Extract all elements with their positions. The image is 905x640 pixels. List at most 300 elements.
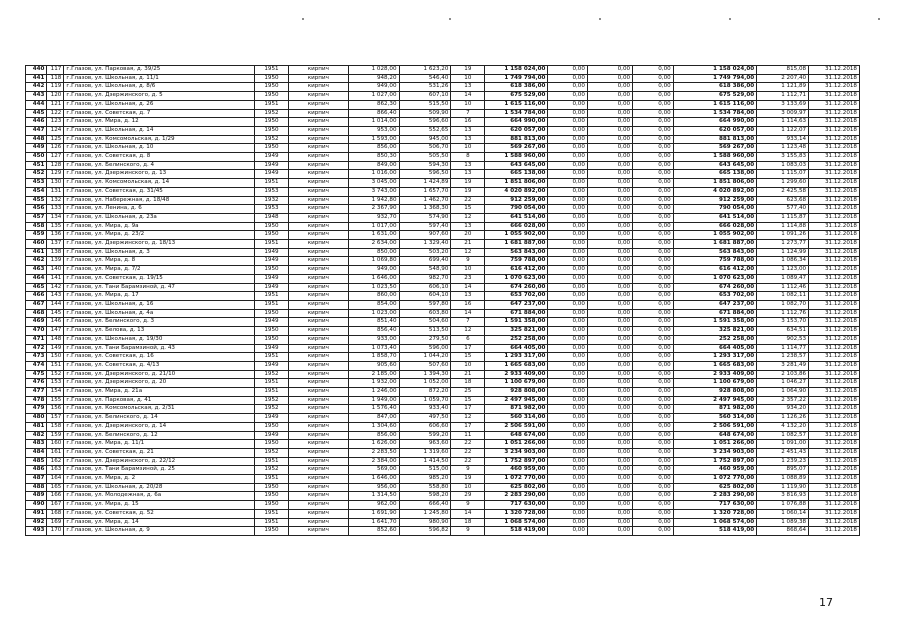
initial-cost-cell: 460 959,00 <box>485 466 548 475</box>
residents-cell: 10 <box>451 144 485 153</box>
initial-cost-cell: 616 412,00 <box>485 266 548 275</box>
object-id-cell: 167 <box>47 501 64 510</box>
total-area-cell: 1 631,00 <box>348 231 399 240</box>
year-built-cell: 1952 <box>255 466 289 475</box>
residents-cell: 20 <box>451 231 485 240</box>
object-id-cell: 146 <box>47 318 64 327</box>
value-b-cell: 0,00 <box>587 440 632 449</box>
residents-cell: 9 <box>451 527 485 536</box>
value-c-cell: 0,00 <box>633 196 674 205</box>
row-number-cell: 451 <box>26 161 47 170</box>
record-date-cell: 31.12.2018 <box>809 118 860 127</box>
row-number-cell: 446 <box>26 118 47 127</box>
residents-cell: 7 <box>451 109 485 118</box>
total-area-cell: 1 641,70 <box>348 518 399 527</box>
year-built-cell: 1949 <box>255 161 289 170</box>
year-built-cell: 1951 <box>255 66 289 75</box>
value-a-cell: 0,00 <box>548 422 587 431</box>
value-b-cell: 0,00 <box>587 448 632 457</box>
address-cell: г.Глазов, ул. Комсомольская, д. 1/29 <box>64 135 255 144</box>
initial-cost-cell: 4 020 892,00 <box>485 187 548 196</box>
residents-cell: 13 <box>451 161 485 170</box>
residents-cell: 16 <box>451 300 485 309</box>
value-b-cell: 0,00 <box>587 213 632 222</box>
residents-cell: 16 <box>451 118 485 127</box>
table-row <box>26 205 860 214</box>
value-c-cell: 0,00 <box>633 109 674 118</box>
address-cell: г.Глазов, ул. Ленина, д. 6 <box>64 205 255 214</box>
residents-cell: 9 <box>451 501 485 510</box>
year-built-cell: 1950 <box>255 74 289 83</box>
value-c-cell: 0,00 <box>633 266 674 275</box>
residual-cost-cell: 1 681 887,00 <box>673 240 757 249</box>
year-built-cell: 1950 <box>255 118 289 127</box>
value-c-cell: 0,00 <box>633 144 674 153</box>
living-area-cell: 1 414,50 <box>399 457 451 466</box>
value-c-cell: 0,00 <box>633 100 674 109</box>
value-c-cell: 0,00 <box>633 126 674 135</box>
residual-cost-cell: 1 158 024,00 <box>673 66 757 75</box>
residents-cell: 8 <box>451 153 485 162</box>
value-a-cell: 0,00 <box>548 300 587 309</box>
record-date-cell: 31.12.2018 <box>809 92 860 101</box>
value-b-cell: 0,00 <box>587 74 632 83</box>
residual-cost-cell: 643 645,00 <box>673 161 757 170</box>
value-a-cell: 0,00 <box>548 179 587 188</box>
living-area-cell: 513,50 <box>399 327 451 336</box>
table-row <box>26 274 860 283</box>
value-a-cell: 0,00 <box>548 187 587 196</box>
value-c-cell: 0,00 <box>633 448 674 457</box>
row-number-cell: 474 <box>26 361 47 370</box>
wall-material-cell: кирпич <box>288 370 348 379</box>
value-a-cell: 0,00 <box>548 405 587 414</box>
row-number-cell: 472 <box>26 344 47 353</box>
row-number-cell: 478 <box>26 396 47 405</box>
cost-per-unit-cell: 577,40 <box>757 205 809 214</box>
wall-material-cell: кирпич <box>288 318 348 327</box>
cost-per-unit-cell: 934,20 <box>757 405 809 414</box>
total-area-cell: 866,40 <box>348 109 399 118</box>
cost-per-unit-cell: 2 207,40 <box>757 74 809 83</box>
total-area-cell: 1 016,00 <box>348 170 399 179</box>
table-row <box>26 222 860 231</box>
row-number-cell: 476 <box>26 379 47 388</box>
value-a-cell: 0,00 <box>548 509 587 518</box>
row-number-cell: 493 <box>26 527 47 536</box>
row-number-cell: 480 <box>26 414 47 423</box>
residual-cost-cell: 871 982,00 <box>673 405 757 414</box>
total-area-cell: 1 246,00 <box>348 388 399 397</box>
living-area-cell: 933,40 <box>399 405 451 414</box>
residents-cell: 12 <box>451 327 485 336</box>
object-id-cell: 141 <box>47 274 64 283</box>
residents-cell: 12 <box>451 213 485 222</box>
year-built-cell: 1949 <box>255 153 289 162</box>
object-id-cell: 155 <box>47 396 64 405</box>
residual-cost-cell: 1 591 358,00 <box>673 318 757 327</box>
value-b-cell: 0,00 <box>587 475 632 484</box>
total-area-cell: 1 626,00 <box>348 440 399 449</box>
initial-cost-cell: 1 072 770,00 <box>485 475 548 484</box>
residual-cost-cell: 2 933 409,00 <box>673 370 757 379</box>
initial-cost-cell: 665 138,00 <box>485 170 548 179</box>
initial-cost-cell: 647 237,00 <box>485 300 548 309</box>
living-area-cell: 507,60 <box>399 361 451 370</box>
residual-cost-cell: 641 514,00 <box>673 213 757 222</box>
residual-cost-cell: 653 702,00 <box>673 292 757 301</box>
record-date-cell: 31.12.2018 <box>809 475 860 484</box>
total-area-cell: 860,00 <box>348 292 399 301</box>
object-id-cell: 145 <box>47 309 64 318</box>
record-date-cell: 31.12.2018 <box>809 527 860 536</box>
initial-cost-cell: 3 234 903,00 <box>485 448 548 457</box>
address-cell: г.Глазов, ул. Школьная, д. 3 <box>64 248 255 257</box>
year-built-cell: 1949 <box>255 170 289 179</box>
table-row <box>26 309 860 318</box>
value-b-cell: 0,00 <box>587 414 632 423</box>
row-number-cell: 475 <box>26 370 47 379</box>
wall-material-cell: кирпич <box>288 205 348 214</box>
address-cell: г.Глазов, ул. Белинского, д. 4 <box>64 161 255 170</box>
wall-material-cell: кирпич <box>288 126 348 135</box>
wall-material-cell: кирпич <box>288 344 348 353</box>
living-area-cell: 607,10 <box>399 92 451 101</box>
row-number-cell: 465 <box>26 283 47 292</box>
wall-material-cell: кирпич <box>288 405 348 414</box>
object-id-cell: 162 <box>47 457 64 466</box>
record-date-cell: 31.12.2018 <box>809 379 860 388</box>
table-row <box>26 440 860 449</box>
wall-material-cell: кирпич <box>288 144 348 153</box>
year-built-cell: 1950 <box>255 83 289 92</box>
residual-cost-cell: 325 821,00 <box>673 327 757 336</box>
record-date-cell: 31.12.2018 <box>809 257 860 266</box>
value-b-cell: 0,00 <box>587 422 632 431</box>
year-built-cell: 1952 <box>255 396 289 405</box>
table-row <box>26 248 860 257</box>
residents-cell: 14 <box>451 92 485 101</box>
value-c-cell: 0,00 <box>633 527 674 536</box>
record-date-cell: 31.12.2018 <box>809 179 860 188</box>
total-area-cell: 854,00 <box>348 300 399 309</box>
initial-cost-cell: 790 054,00 <box>485 205 548 214</box>
cost-per-unit-cell: 868,64 <box>757 527 809 536</box>
residual-cost-cell: 2 506 591,00 <box>673 422 757 431</box>
value-b-cell: 0,00 <box>587 509 632 518</box>
address-cell: г.Глазов, ул. Дзержинского, д. 20 <box>64 379 255 388</box>
value-a-cell: 0,00 <box>548 353 587 362</box>
object-id-cell: 134 <box>47 213 64 222</box>
cost-per-unit-cell: 1 123,00 <box>757 266 809 275</box>
value-b-cell: 0,00 <box>587 266 632 275</box>
object-id-cell: 124 <box>47 126 64 135</box>
residual-cost-cell: 618 386,00 <box>673 83 757 92</box>
year-built-cell: 1950 <box>255 440 289 449</box>
living-area-cell: 597,80 <box>399 300 451 309</box>
record-date-cell: 31.12.2018 <box>809 126 860 135</box>
record-date-cell: 31.12.2018 <box>809 109 860 118</box>
living-area-cell: 596,50 <box>399 170 451 179</box>
address-cell: г.Глазов, ул. Белинского, д. 12 <box>64 431 255 440</box>
table-row <box>26 370 860 379</box>
cost-per-unit-cell: 1 076,88 <box>757 501 809 510</box>
residual-cost-cell: 1 293 317,00 <box>673 353 757 362</box>
total-area-cell: 1 073,40 <box>348 344 399 353</box>
object-id-cell: 122 <box>47 109 64 118</box>
value-c-cell: 0,00 <box>633 118 674 127</box>
living-area-cell: 597,40 <box>399 222 451 231</box>
total-area-cell: 3 743,00 <box>348 187 399 196</box>
value-b-cell: 0,00 <box>587 527 632 536</box>
initial-cost-cell: 666 028,00 <box>485 222 548 231</box>
initial-cost-cell: 928 808,00 <box>485 388 548 397</box>
object-id-cell: 117 <box>47 66 64 75</box>
year-built-cell: 1950 <box>255 222 289 231</box>
initial-cost-cell: 1 158 024,00 <box>485 66 548 75</box>
year-built-cell: 1949 <box>255 248 289 257</box>
object-id-cell: 142 <box>47 283 64 292</box>
value-b-cell: 0,00 <box>587 396 632 405</box>
year-built-cell: 1951 <box>255 100 289 109</box>
value-b-cell: 0,00 <box>587 309 632 318</box>
row-number-cell: 444 <box>26 100 47 109</box>
value-b-cell: 0,00 <box>587 361 632 370</box>
table-row <box>26 422 860 431</box>
value-a-cell: 0,00 <box>548 74 587 83</box>
wall-material-cell: кирпич <box>288 292 348 301</box>
value-a-cell: 0,00 <box>548 327 587 336</box>
wall-material-cell: кирпич <box>288 240 348 249</box>
year-built-cell: 1932 <box>255 196 289 205</box>
wall-material-cell: кирпич <box>288 361 348 370</box>
row-number-cell: 482 <box>26 431 47 440</box>
initial-cost-cell: 1 055 902,00 <box>485 231 548 240</box>
residents-cell: 22 <box>451 440 485 449</box>
record-date-cell: 31.12.2018 <box>809 509 860 518</box>
year-built-cell: 1949 <box>255 361 289 370</box>
residents-cell: 17 <box>451 344 485 353</box>
value-a-cell: 0,00 <box>548 222 587 231</box>
wall-material-cell: кирпич <box>288 161 348 170</box>
residents-cell: 13 <box>451 83 485 92</box>
living-area-cell: 506,70 <box>399 144 451 153</box>
value-c-cell: 0,00 <box>633 405 674 414</box>
value-a-cell: 0,00 <box>548 213 587 222</box>
living-area-cell: 907,60 <box>399 231 451 240</box>
residents-cell: 21 <box>451 240 485 249</box>
year-built-cell: 1949 <box>255 318 289 327</box>
cost-per-unit-cell: 2 357,22 <box>757 396 809 405</box>
value-b-cell: 0,00 <box>587 118 632 127</box>
total-area-cell: 3 045,00 <box>348 179 399 188</box>
value-c-cell: 0,00 <box>633 135 674 144</box>
value-b-cell: 0,00 <box>587 431 632 440</box>
row-number-cell: 443 <box>26 92 47 101</box>
wall-material-cell: кирпич <box>288 274 348 283</box>
initial-cost-cell: 620 057,00 <box>485 126 548 135</box>
row-number-cell: 489 <box>26 492 47 501</box>
row-number-cell: 449 <box>26 144 47 153</box>
residual-cost-cell: 1 749 794,00 <box>673 74 757 83</box>
object-id-cell: 165 <box>47 483 64 492</box>
row-number-cell: 452 <box>26 170 47 179</box>
initial-cost-cell: 1 665 683,00 <box>485 361 548 370</box>
value-c-cell: 0,00 <box>633 161 674 170</box>
year-built-cell: 1953 <box>255 205 289 214</box>
row-number-cell: 464 <box>26 274 47 283</box>
residual-cost-cell: 790 054,00 <box>673 205 757 214</box>
year-built-cell: 1951 <box>255 179 289 188</box>
row-number-cell: 463 <box>26 266 47 275</box>
living-area-cell: 574,90 <box>399 213 451 222</box>
year-built-cell: 1949 <box>255 344 289 353</box>
table-row <box>26 405 860 414</box>
row-number-cell: 456 <box>26 205 47 214</box>
residents-cell: 9 <box>451 257 485 266</box>
value-b-cell: 0,00 <box>587 248 632 257</box>
cost-per-unit-cell: 3 009,97 <box>757 109 809 118</box>
address-cell: г.Глазов, ул. Советская, д. 8 <box>64 153 255 162</box>
residents-cell: 10 <box>451 266 485 275</box>
object-id-cell: 135 <box>47 222 64 231</box>
address-cell: г.Глазов, ул. Школьная, д. 16 <box>64 300 255 309</box>
residents-cell: 14 <box>451 509 485 518</box>
wall-material-cell: кирпич <box>288 266 348 275</box>
total-area-cell: 932,70 <box>348 213 399 222</box>
cost-per-unit-cell: 815,08 <box>757 66 809 75</box>
address-cell: г.Глазов, ул. Советская, д. 16 <box>64 353 255 362</box>
value-a-cell: 0,00 <box>548 361 587 370</box>
value-c-cell: 0,00 <box>633 66 674 75</box>
value-b-cell: 0,00 <box>587 327 632 336</box>
year-built-cell: 1952 <box>255 405 289 414</box>
total-area-cell: 852,60 <box>348 527 399 536</box>
value-b-cell: 0,00 <box>587 66 632 75</box>
wall-material-cell: кирпич <box>288 379 348 388</box>
object-id-cell: 121 <box>47 100 64 109</box>
cost-per-unit-cell: 1 088,89 <box>757 475 809 484</box>
wall-material-cell: кирпич <box>288 388 348 397</box>
residents-cell: 18 <box>451 518 485 527</box>
address-cell: г.Глазов, ул. Школьная, д. 10 <box>64 144 255 153</box>
record-date-cell: 31.12.2018 <box>809 205 860 214</box>
value-c-cell: 0,00 <box>633 205 674 214</box>
residents-cell: 23 <box>451 274 485 283</box>
address-cell: г.Глазов, ул. Комсомольская, д. 2/31 <box>64 405 255 414</box>
wall-material-cell: кирпич <box>288 74 348 83</box>
residents-cell: 11 <box>451 431 485 440</box>
wall-material-cell: кирпич <box>288 527 348 536</box>
year-built-cell: 1950 <box>255 422 289 431</box>
table-row <box>26 475 860 484</box>
living-area-cell: 980,90 <box>399 518 451 527</box>
living-area-cell: 606,10 <box>399 283 451 292</box>
cost-per-unit-cell: 2 425,58 <box>757 187 809 196</box>
value-b-cell: 0,00 <box>587 153 632 162</box>
residents-cell: 17 <box>451 422 485 431</box>
total-area-cell: 862,30 <box>348 100 399 109</box>
object-id-cell: 153 <box>47 379 64 388</box>
record-date-cell: 31.12.2018 <box>809 422 860 431</box>
value-b-cell: 0,00 <box>587 240 632 249</box>
year-built-cell: 1951 <box>255 509 289 518</box>
residual-cost-cell: 675 529,00 <box>673 92 757 101</box>
year-built-cell: 1953 <box>255 187 289 196</box>
initial-cost-cell: 671 884,00 <box>485 309 548 318</box>
initial-cost-cell: 664 405,00 <box>485 344 548 353</box>
value-c-cell: 0,00 <box>633 153 674 162</box>
cost-per-unit-cell: 634,51 <box>757 327 809 336</box>
table-row <box>26 161 860 170</box>
residents-cell: 29 <box>451 492 485 501</box>
value-c-cell: 0,00 <box>633 170 674 179</box>
address-cell: г.Глазов, ул. Советская, д. 19/15 <box>64 274 255 283</box>
initial-cost-cell: 618 386,00 <box>485 83 548 92</box>
address-cell: г.Глазов, ул. Тани Барамзиной, д. 47 <box>64 283 255 292</box>
residents-cell: 13 <box>451 222 485 231</box>
value-c-cell: 0,00 <box>633 414 674 423</box>
value-c-cell: 0,00 <box>633 431 674 440</box>
table-row <box>26 240 860 249</box>
year-built-cell: 1952 <box>255 448 289 457</box>
record-date-cell: 31.12.2018 <box>809 309 860 318</box>
cost-per-unit-cell: 1 112,46 <box>757 283 809 292</box>
value-a-cell: 0,00 <box>548 266 587 275</box>
object-id-cell: 137 <box>47 240 64 249</box>
value-b-cell: 0,00 <box>587 231 632 240</box>
living-area-cell: 1 424,89 <box>399 179 451 188</box>
table-row <box>26 74 860 83</box>
living-area-cell: 1 394,30 <box>399 370 451 379</box>
address-cell: г.Глазов, ул. Мира, д. 17 <box>64 292 255 301</box>
value-a-cell: 0,00 <box>548 153 587 162</box>
total-area-cell: 850,00 <box>348 248 399 257</box>
year-built-cell: 1950 <box>255 527 289 536</box>
year-built-cell: 1951 <box>255 353 289 362</box>
residents-cell: 25 <box>451 388 485 397</box>
cost-per-unit-cell: 1 115,07 <box>757 170 809 179</box>
year-built-cell: 1950 <box>255 501 289 510</box>
residual-cost-cell: 1 072 770,00 <box>673 475 757 484</box>
total-area-cell: 1 027,00 <box>348 92 399 101</box>
initial-cost-cell: 1 615 116,00 <box>485 100 548 109</box>
initial-cost-cell: 2 933 409,00 <box>485 370 548 379</box>
address-cell: г.Глазов, ул. Советская, д. 21 <box>64 448 255 457</box>
object-id-cell: 132 <box>47 196 64 205</box>
cost-per-unit-cell: 4 132,20 <box>757 422 809 431</box>
object-id-cell: 149 <box>47 344 64 353</box>
value-c-cell: 0,00 <box>633 222 674 231</box>
initial-cost-cell: 759 788,00 <box>485 257 548 266</box>
living-area-cell: 515,00 <box>399 466 451 475</box>
object-id-cell: 158 <box>47 422 64 431</box>
address-cell: г.Глазов, ул. Молодежная, д. 6а <box>64 492 255 501</box>
record-date-cell: 31.12.2018 <box>809 440 860 449</box>
table-row <box>26 66 860 75</box>
value-a-cell: 0,00 <box>548 309 587 318</box>
value-a-cell: 0,00 <box>548 240 587 249</box>
residents-cell: 14 <box>451 283 485 292</box>
residual-cost-cell: 1 851 806,00 <box>673 179 757 188</box>
record-date-cell: 31.12.2018 <box>809 388 860 397</box>
row-number-cell: 450 <box>26 153 47 162</box>
residual-cost-cell: 616 412,00 <box>673 266 757 275</box>
address-cell: г.Глазов, ул. Советская, д. 4/13 <box>64 361 255 370</box>
value-a-cell: 0,00 <box>548 501 587 510</box>
year-built-cell: 1949 <box>255 414 289 423</box>
value-a-cell: 0,00 <box>548 170 587 179</box>
